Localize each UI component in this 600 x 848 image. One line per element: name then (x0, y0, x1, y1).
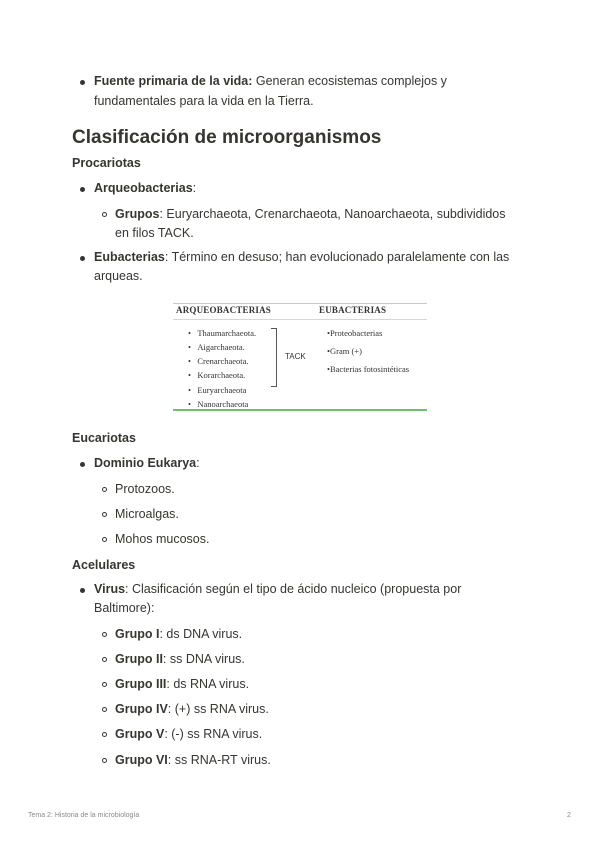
figure-left-item (188, 399, 248, 409)
figure-left-header: ARQUEOBACTERIAS (176, 305, 272, 315)
bullet-ring (102, 632, 107, 637)
procariotas-heading: Procariotas (72, 156, 141, 170)
baltimore-group (115, 675, 249, 694)
eubacterias-line2: arqueas. (94, 269, 143, 283)
intro-text-1: Generan ecosistemas complejos y (252, 74, 447, 88)
footer-title: Tema 2: Historia de la microbiología (28, 812, 140, 819)
baltimore-group (115, 751, 271, 770)
figure-bullet: • (188, 370, 191, 380)
figure-header-rule (173, 319, 427, 320)
tack-bracket (271, 328, 277, 387)
figure-left-item (188, 342, 245, 352)
acelulares-heading: Acelulares (72, 558, 136, 572)
baltimore-group (115, 650, 245, 669)
figure-item-text: Euryarchaeota (197, 385, 247, 395)
group-term: Grupo II (115, 652, 163, 666)
eubacterias-text-1: : Término en desuso; han evolucionado paralelamente con las (164, 250, 510, 264)
bullet-ring (102, 707, 107, 712)
bullet-ring (102, 657, 107, 662)
group-term: Grupo VI (115, 753, 168, 767)
bullet-dot (80, 588, 85, 593)
bullet-ring (102, 212, 107, 217)
figure-bullet: • (188, 399, 191, 409)
figure-bullet: • (188, 356, 191, 366)
figure-left-item (188, 370, 245, 380)
eubacterias-term: Eubacterias (94, 250, 165, 264)
grupos-line2: en filos TACK. (115, 226, 194, 240)
grupos-text-1: : Euryarchaeota, Crenarchaeota, Nanoarchaeota, subdivididos (159, 207, 506, 221)
arqueobacterias-term: Arqueobacterias (94, 181, 193, 195)
figure-top-rule (173, 303, 427, 304)
figure-right-header: EUBACTERIAS (319, 305, 387, 315)
page-number: 2 (567, 812, 571, 819)
bullet-ring (102, 487, 107, 492)
group-term: Grupo III (115, 677, 167, 691)
arqueobacterias-item (94, 179, 196, 198)
group-text: : ds DNA virus. (159, 627, 243, 641)
grupos-term: Grupos (115, 207, 160, 221)
figure-item-text: Crenarchaeota. (197, 356, 249, 366)
figure-bullet: • (188, 385, 191, 395)
bullet-ring (102, 732, 107, 737)
baltimore-group (115, 625, 242, 644)
eubacterias-line1 (94, 248, 509, 267)
figure-left-item (188, 328, 256, 338)
eukarya-item: Mohos mucosos. (115, 532, 210, 546)
virus-line2: Baltimore): (94, 601, 155, 615)
bullet-ring (102, 682, 107, 687)
group-text: : ds RNA virus. (166, 677, 250, 691)
eukarya-item: Microalgas. (115, 507, 179, 521)
bullet-ring (102, 537, 107, 542)
tack-label: TACK (285, 352, 306, 361)
grupos-line1 (115, 205, 506, 224)
intro-bullet-term: Fuente primaria de la vida (94, 74, 249, 88)
dominio-term: Dominio Eukarya (94, 456, 197, 470)
group-text: : (+) ss RNA virus. (167, 702, 269, 716)
figure-bottom-rule (173, 409, 427, 411)
group-term: Grupo V (115, 727, 165, 741)
group-text: : (-) ss RNA virus. (164, 727, 263, 741)
group-term: Grupo I (115, 627, 160, 641)
figure-left-item (188, 356, 249, 366)
baltimore-group (115, 725, 262, 744)
group-text: : ss RNA-RT virus. (167, 753, 271, 767)
figure-item-text: Thaumarchaeota. (197, 328, 257, 338)
baltimore-group (115, 700, 269, 719)
intro-colon: : (248, 74, 253, 88)
figure-bullet: • (188, 328, 191, 338)
virus-line1 (94, 580, 461, 599)
dominio-colon: : (196, 456, 200, 470)
virus-text-1: : Clasificación según el tipo de ácido nucleico (propuesta por (125, 582, 462, 596)
figure-item-text: Korarchaeota. (197, 370, 246, 380)
group-text: : ss DNA virus. (162, 652, 245, 666)
bullet-dot (80, 462, 85, 467)
eucariotas-heading: Eucariotas (72, 431, 136, 445)
intro-bullet-line2: fundamentales para la vida en la Tierra. (94, 94, 314, 108)
section-title: Clasificación de microorganismos (72, 127, 382, 148)
arqueo-colon: : (192, 181, 197, 195)
figure-right-item: •Gram (+) (327, 346, 362, 356)
bullet-dot (80, 80, 85, 85)
intro-bullet-line1 (94, 72, 447, 91)
dominio-eukarya-item (94, 454, 200, 473)
figure-left-item (188, 385, 246, 395)
virus-term: Virus (94, 582, 126, 596)
bullet-dot (80, 256, 85, 261)
figure-item-text: Aigarchaeota. (197, 342, 245, 352)
bullet-ring (102, 758, 107, 763)
classification-figure (173, 303, 427, 411)
group-term: Grupo IV (115, 702, 168, 716)
figure-bullet: • (188, 342, 191, 352)
figure-item-text: Nanoarchaeota (197, 399, 249, 409)
bullet-ring (102, 512, 107, 517)
figure-right-item: •Bacterias fotosintéticas (327, 364, 410, 374)
figure-right-item: •Proteobacterias (327, 328, 383, 338)
eukarya-item: Protozoos. (115, 482, 175, 496)
bullet-dot (80, 187, 85, 192)
